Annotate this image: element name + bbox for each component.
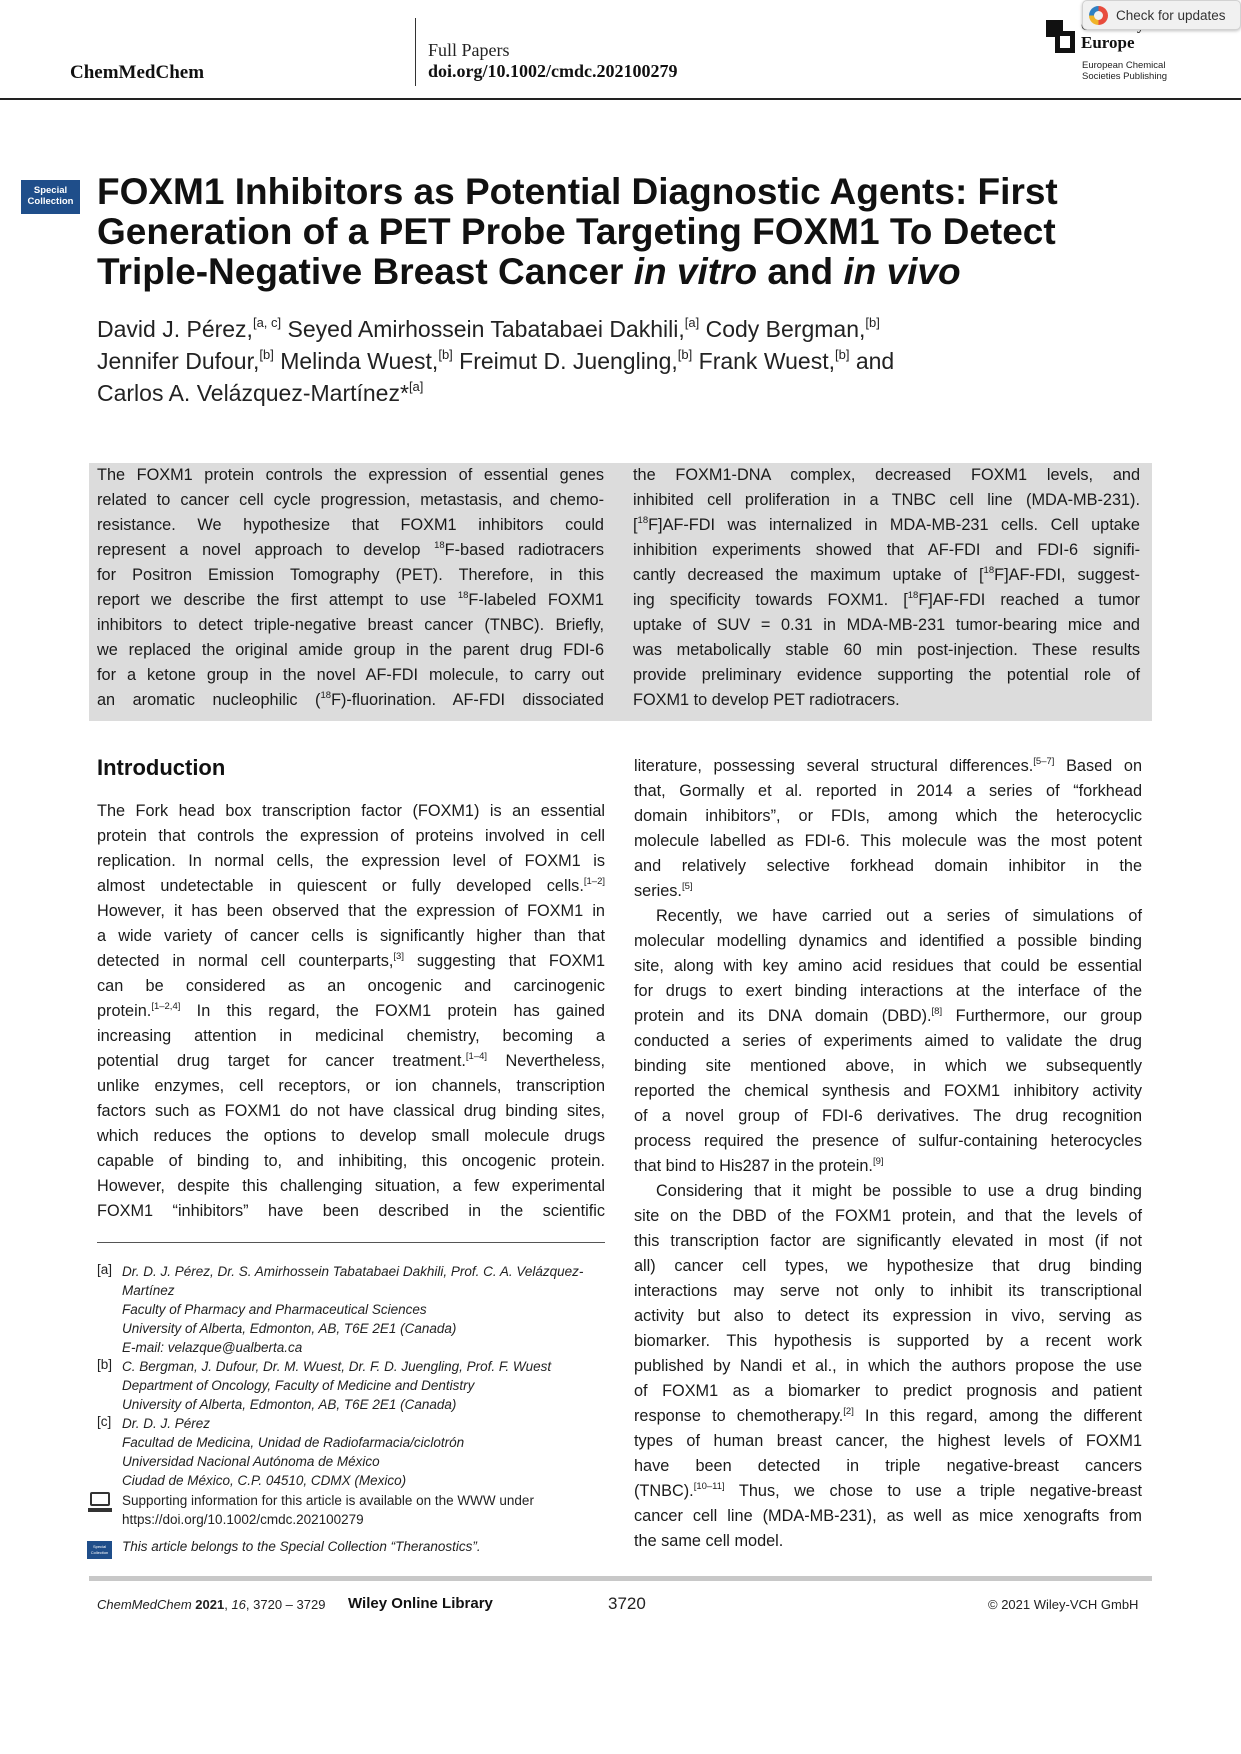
title-line: FOXM1 Inhibitors as Potential Diagnostic Agents: First <box>97 171 1058 212</box>
superscript: [1–2] <box>583 876 605 887</box>
body-line: of FOXM1 as a biomarker to predict prognosis and patient <box>634 1382 1142 1400</box>
superscript: [a] <box>684 315 700 330</box>
title-line: Triple-Negative Breast Cancer in vitro and in vivo <box>97 251 961 292</box>
abstract-line: for a ketone group in the novel AF-FDI molecule, to carry out <box>97 666 604 684</box>
superscript: [1–2,4] <box>151 1001 181 1012</box>
footnote-line: Dr. D. J. Pérez <box>122 1416 211 1431</box>
author-line <box>97 313 1117 345</box>
body-line: of a novel group of FDI-6 derivatives. The drug recognition <box>634 1107 1142 1125</box>
check-for-updates-label: Check for updates <box>1116 7 1226 23</box>
article-title <box>97 172 1117 292</box>
body-left-column <box>97 799 605 1224</box>
author-name: Seyed Amirhossein Tabatabaei Dakhili, <box>281 316 685 342</box>
superscript: [a, c] <box>252 315 282 330</box>
body-line: However, it has been observed that the expression of FOXM1 in <box>97 902 605 920</box>
body-line: detected in normal cell counterparts,[3] suggesting that FOXM1 <box>97 951 605 970</box>
header-rule <box>0 98 1241 100</box>
body-line: molecule labelled as FDI-6. This molecule was the most potent <box>634 832 1142 850</box>
journal-name: ChemMedChem <box>70 62 205 83</box>
badge-line-2: Collection <box>27 196 74 207</box>
copyright: © 2021 Wiley-VCH GmbH <box>988 1597 1139 1612</box>
article-type: Full Papers <box>428 40 510 60</box>
footnote-line: E-mail: velazque@ualberta.ca <box>122 1340 303 1355</box>
supporting-info-line: Supporting information for this article is available on the WWW under <box>122 1493 534 1508</box>
superscript: 18 <box>457 590 469 601</box>
body-line: that, Gormally et al. reported in 2014 a series of “forkhead <box>634 782 1142 800</box>
body-line: published by Nandi et al., in which the authors propose the use <box>634 1357 1142 1375</box>
footnote-rule <box>97 1242 605 1243</box>
body-line: Recently, we have carried out a series of simulations of <box>656 907 1142 925</box>
author-name: and <box>849 348 895 374</box>
collection-note: This article belongs to the Special Collection “Theranostics”. <box>122 1539 481 1554</box>
author-name: Jennifer Dufour, <box>97 348 260 374</box>
body-line: The Fork head box transcription factor (FOXM1) is an essential <box>97 802 605 820</box>
body-line: protein and its DNA domain (DBD).[8] Furthermore, our group <box>634 1006 1142 1025</box>
body-line: all) cancer cell types, we hypothesize that drug binding <box>634 1257 1142 1275</box>
superscript: [3] <box>393 951 404 962</box>
body-line: that bind to His287 in the protein.[9] <box>634 1156 884 1175</box>
abstract-line: resistance. We hypothesize that FOXM1 inhibitors could <box>97 516 604 534</box>
superscript: [10–11] <box>693 1481 725 1492</box>
header-divider <box>415 18 416 86</box>
abstract-line: we replaced the original amide group in the parent drug FDI-6 <box>97 641 604 659</box>
publisher-name: Europe <box>1081 33 1135 52</box>
superscript: [8] <box>931 1006 943 1017</box>
body-line: site, along with key amino acid residues that could be essential <box>634 957 1142 975</box>
footnote-line: Facultad de Medicina, Unidad de Radiofarmacia/ciclotrón <box>122 1435 465 1450</box>
superscript: 18 <box>320 690 332 701</box>
footnote-a-label: [a] <box>97 1262 113 1277</box>
body-line: literature, possessing several structural differences.[5–7] Based on <box>634 756 1142 775</box>
body-line: this transcription factor are significantly elevated in most (if not <box>634 1232 1142 1250</box>
superscript: [b] <box>677 347 693 362</box>
body-line: reported the chemical synthesis and FOXM1 inhibitory activity <box>634 1082 1142 1100</box>
body-line: replication. In normal cells, the expression level of FOXM1 is <box>97 852 605 870</box>
superscript: [b] <box>834 347 850 362</box>
body-line: response to chemotherapy.[2] In this regard, among the different <box>634 1406 1142 1425</box>
computer-icon <box>88 1492 112 1514</box>
footnote-b <box>122 1357 551 1414</box>
superscript: [9] <box>872 1156 884 1167</box>
body-line: However, despite this challenging situation, a few experimental <box>97 1177 605 1195</box>
abstract-line: an aromatic nucleophilic ($^{18}$F)-fluorination. AF-FDI dissociated <box>97 690 604 709</box>
body-line: have been detected in triple negative-breast cancers <box>634 1457 1142 1475</box>
body-line: domain inhibitors”, or FDIs, among which the heterocyclic <box>634 807 1142 825</box>
footnote-line: Dr. D. J. Pérez, Dr. S. Amirhossein Tabatabaei Dakhili, Prof. C. A. Velázquez- <box>122 1264 584 1279</box>
abstract-line: related to cancer cell cycle progression, metastasis, and chemo- <box>97 491 604 509</box>
abstract-line: the FOXM1-DNA complex, decreased FOXM1 levels, and <box>633 466 1140 484</box>
abstract-line: inhibitors to detect triple-negative breast cancer (TNBC). Briefly, <box>97 616 604 634</box>
abstract-line: cantly decreased the maximum uptake of [$^{18}$F]AF-FDI, suggest- <box>633 565 1140 584</box>
body-line: for drugs to exert binding interactions at the interface of the <box>634 982 1142 1000</box>
body-line: can be considered as an oncogenic and carcinogenic <box>97 977 605 995</box>
superscript: [a] <box>408 379 424 394</box>
body-line: protein that controls the expression of proteins involved in cell <box>97 827 605 845</box>
abstract-left-column <box>97 463 604 713</box>
publisher-subtitle-2: Societies Publishing <box>1082 71 1168 82</box>
author-name: Cody Bergman, <box>699 316 866 342</box>
page-number: 3720 <box>608 1594 646 1613</box>
body-line: which reduces the options to develop small molecule drugs <box>97 1127 605 1145</box>
chemistry-europe-logo-icon <box>1046 20 1076 54</box>
footnote-line: University of Alberta, Edmonton, AB, T6E 2E1 (Canada) <box>122 1397 457 1412</box>
footnote-line: Faculty of Pharmacy and Pharmaceutical Sciences <box>122 1302 427 1317</box>
abstract-box <box>89 463 1152 721</box>
footer-rule <box>89 1576 1152 1581</box>
abstract-line: provide preliminary evidence supporting the potential role of <box>633 666 1140 684</box>
body-line: series.[5] <box>634 881 693 900</box>
body-line: capable of binding to, and inhibiting, this oncogenic protein. <box>97 1152 605 1170</box>
footnote-a <box>122 1262 583 1357</box>
body-line: molecular modelling dynamics and identified a possible binding <box>634 932 1142 950</box>
abstract-right-column <box>633 463 1140 713</box>
abstract-line: [$^{18}$F]AF-FDI was internalized in MDA-MB-231 cells. Cell uptake <box>633 515 1140 534</box>
author-name: Freimut D. Juengling, <box>452 348 678 374</box>
footnote-line: C. Bergman, J. Dufour, Dr. M. Wuest, Dr. F. D. Juengling, Prof. F. Wuest <box>122 1359 552 1374</box>
author-list <box>97 313 1117 409</box>
body-line: protein.[1–2,4] In this regard, the FOXM1 protein has gained <box>97 1001 605 1020</box>
abstract-line: The FOXM1 protein controls the expression of essential genes <box>97 466 604 484</box>
superscript: [b] <box>438 347 453 362</box>
footnote-line: Ciudad de México, C.P. 04510, CDMX (Mexico) <box>122 1473 407 1488</box>
superscript: 18 <box>907 590 919 601</box>
body-line: the same cell model. <box>634 1532 784 1550</box>
body-line: a wide variety of cancer cells is significantly higher than that <box>97 927 605 945</box>
footer-citation: ChemMedChem 2021, 16, 3720 – 3729 <box>97 1597 326 1612</box>
body-line: types of human breast cancer, the highest levels of FOXM1 <box>634 1432 1142 1450</box>
superscript: [b] <box>259 347 274 362</box>
author-line <box>97 377 1117 409</box>
body-line: (TNBC).[10–11] Thus, we chose to use a triple negative-breast <box>634 1481 1142 1500</box>
footnote-line: Martínez <box>122 1283 175 1298</box>
abstract-line: report we describe the first attempt to use $^{18}$F-labeled FOXM1 <box>97 590 604 609</box>
wiley-online-library-link[interactable]: Wiley Online Library <box>348 1595 493 1612</box>
body-line: site on the DBD of the FOXM1 protein, and that the levels of <box>634 1207 1142 1225</box>
body-line: increasing attention in medicinal chemistry, becoming a <box>97 1027 605 1045</box>
footnote-line: Universidad Nacional Autónoma de México <box>122 1454 380 1469</box>
superscript: 18 <box>637 515 649 526</box>
crossmark-icon <box>1089 6 1108 25</box>
superscript: 18 <box>983 565 995 576</box>
supporting-info-url[interactable]: https://doi.org/10.1002/cmdc.202100279 <box>122 1512 364 1527</box>
body-line: Considering that it might be possible to use a drug binding <box>656 1182 1142 1200</box>
abstract-line: represent a novel approach to develop $^{18}$F-based radiotracers <box>97 540 604 559</box>
footnote-b-label: [b] <box>97 1357 113 1372</box>
body-right-column <box>634 754 1142 1554</box>
special-collection-mini-badge-icon: Special Collection <box>87 1541 112 1559</box>
footnote-line: Department of Oncology, Faculty of Medicine and Dentistry <box>122 1378 475 1393</box>
superscript: [2] <box>843 1406 854 1417</box>
author-name: Melinda Wuest, <box>273 348 439 374</box>
author-name: David J. Pérez, <box>97 316 253 342</box>
author-name: Frank Wuest, <box>692 348 835 374</box>
abstract-line: FOXM1 to develop PET radiotracers. <box>633 691 900 709</box>
body-line: unlike enzymes, cell receptors, or ion channels, transcription <box>97 1077 605 1095</box>
body-line: FOXM1 “inhibitors” have been described in the scientific <box>97 1202 605 1220</box>
footnote-line: University of Alberta, Edmonton, AB, T6E 2E1 (Canada) <box>122 1321 457 1336</box>
footnote-c-label: [c] <box>97 1414 112 1429</box>
body-line: cancer cell line (MDA-MB-231), as well as mice xenografts from <box>634 1507 1142 1525</box>
abstract-line: for Positron Emission Tomography (PET). Therefore, in this <box>97 566 604 584</box>
superscript: [1–4] <box>465 1051 488 1062</box>
body-line: and relatively selective forkhead domain inhibitor in the <box>634 857 1142 875</box>
body-line: binding site mentioned above, in which we subsequently <box>634 1057 1142 1075</box>
superscript: [5–7] <box>1033 756 1055 767</box>
body-line: factors such as FOXM1 do not have classical drug binding sites, <box>97 1102 605 1120</box>
abstract-line: uptake of SUV = 0.31 in MDA-MB-231 tumor-bearing mice and <box>633 616 1140 634</box>
body-line: process required the presence of sulfur-containing heterocycles <box>634 1132 1142 1150</box>
abstract-line: inhibition experiments showed that AF-FDI and FDI-6 signifi- <box>633 541 1140 559</box>
check-for-updates-button[interactable] <box>1082 0 1241 30</box>
body-line: activity but also to detect its expression in vivo, serving as <box>634 1307 1142 1325</box>
body-line: interactions may serve not only to inhibit its transcriptional <box>634 1282 1142 1300</box>
abstract-line: inhibited cell proliferation in a TNBC cell line (MDA-MB-231). <box>633 491 1140 509</box>
superscript: [5] <box>681 881 693 892</box>
body-line: almost undetectable in quiescent or fully developed cells.[1–2] <box>97 876 605 895</box>
footnote-c <box>122 1414 464 1490</box>
section-heading-introduction: Introduction <box>97 755 226 780</box>
abstract-line: ing specificity towards FOXM1. [$^{18}$F]AF-FDI reached a tumor <box>633 590 1140 609</box>
abstract-line: was metabolically stable 60 min post-injection. These results <box>633 641 1140 659</box>
author-line <box>97 345 1117 377</box>
body-line: conducted a series of experiments aimed to validate the drug <box>634 1032 1142 1050</box>
superscript: [b] <box>865 315 880 330</box>
body-line: potential drug target for cancer treatment.[1–4] Nevertheless, <box>97 1051 605 1070</box>
superscript: 18 <box>434 540 445 551</box>
body-line: biomarker. This hypothesis is supported by a recent work <box>634 1332 1142 1350</box>
title-line: Generation of a PET Probe Targeting FOXM1 To Detect <box>97 211 1056 252</box>
badge-line-1: Special <box>33 185 68 196</box>
author-name: Carlos A. Velázquez-Martínez* <box>97 380 409 406</box>
special-collection-badge <box>21 180 80 214</box>
publisher-subtitle-1: European Chemical <box>1082 60 1166 71</box>
doi-link[interactable]: doi.org/10.1002/cmdc.202100279 <box>428 61 678 81</box>
